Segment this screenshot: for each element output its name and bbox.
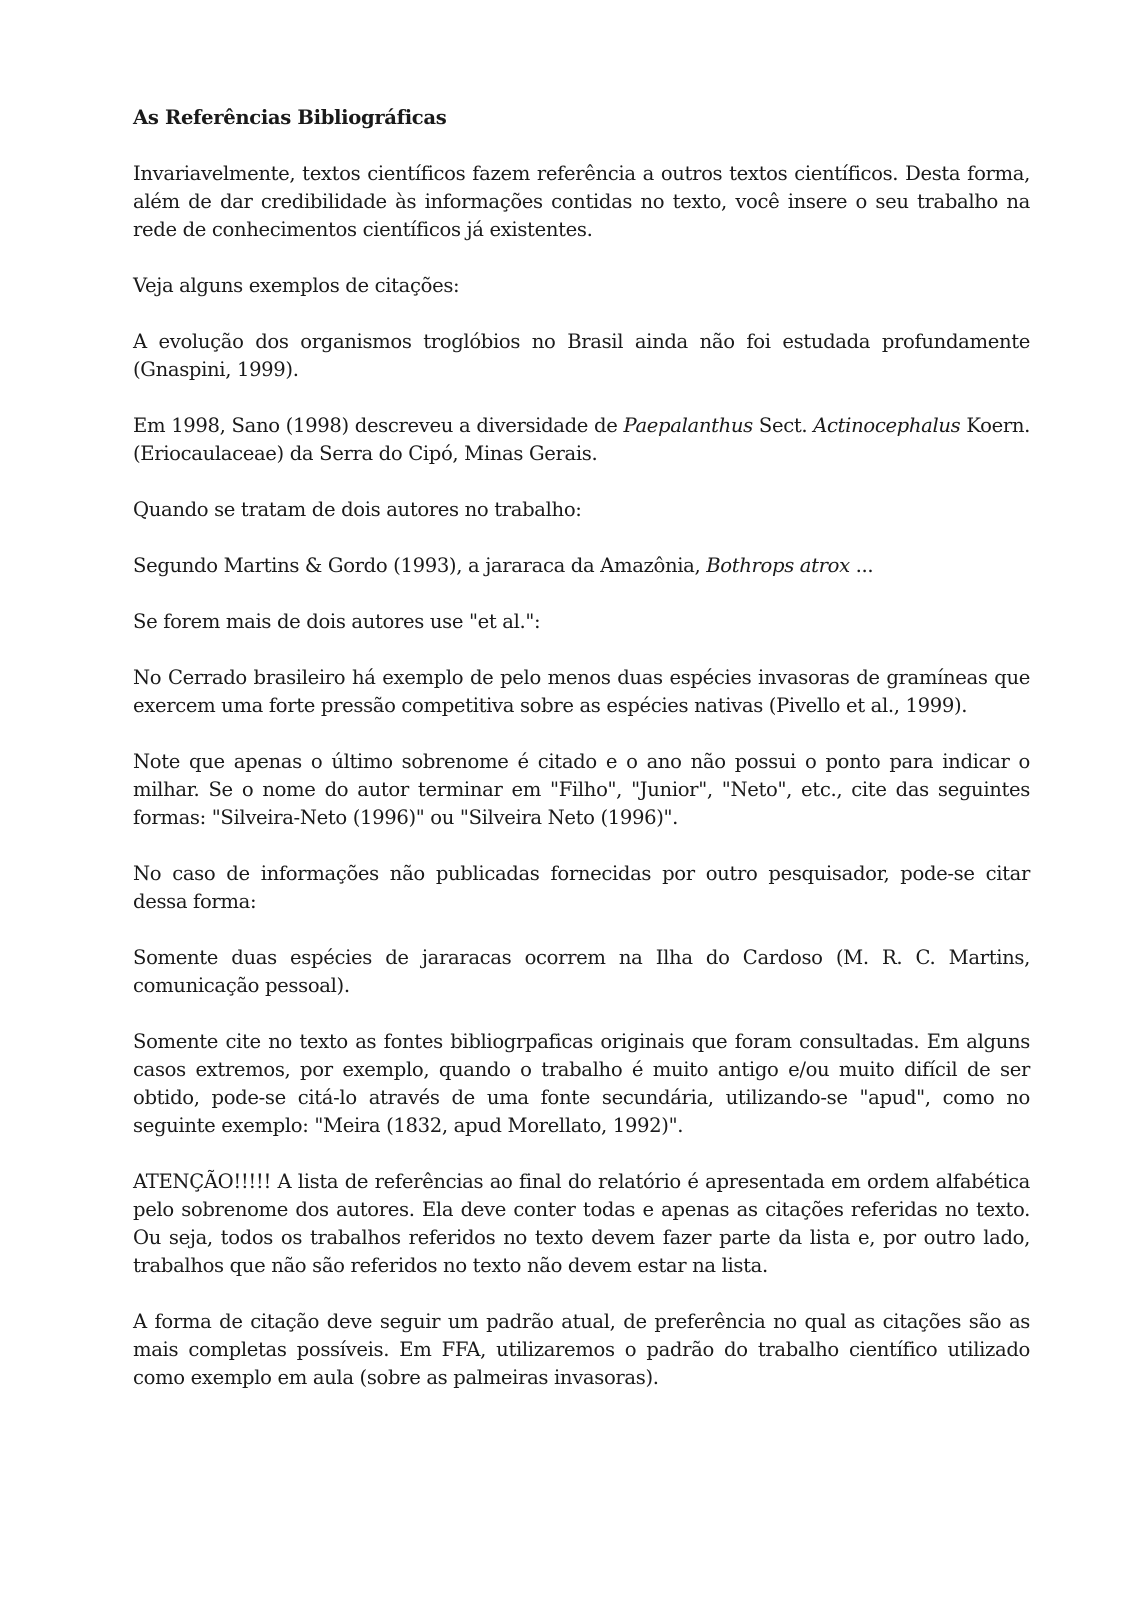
- paragraph-apud-note: Somente cite no texto as fontes bibliogrpaficas originais que foram consultadas. Em alguns casos extremos, por exemplo, quando o trabalho é muito antigo e/ou muito difícil de ser obtido, pode-se citá-lo através de uma fonte secundária, utilizando-se "apud", como no seguinte exemplo: "Meira (1832, apud Morellato, 1992)".: [133, 1030, 1030, 1137]
- species-name: Bothrops atrox: [706, 554, 850, 577]
- text-segment: ...: [849, 554, 874, 577]
- document-title: As Referências Bibliográficas: [133, 106, 447, 129]
- paragraph-surname-note: Note que apenas o último sobrenome é citado e o ano não possui o ponto para indicar o milhar. Se o nome do autor terminar em "Filho", "Junior", "Neto", etc., cite das seguintes formas: "Silveira-Neto (1996)" ou "Silveira Neto (1996)".: [133, 750, 1030, 829]
- paragraph-examples-lead: Veja alguns exemplos de citações:: [133, 274, 460, 297]
- paragraph-example-single-author: A evolução dos organismos troglóbios no Brasil ainda não foi estudada profundamente (Gnaspini, 1999).: [133, 330, 1030, 381]
- paragraph-citation-format: A forma de citação deve seguir um padrão atual, de preferência no qual as citações são as mais completas possíveis. Em FFA, utilizaremos o padrão do trabalho científico utilizado como exemplo em aula (sobre as palmeiras invasoras).: [133, 1310, 1030, 1389]
- paragraph-two-authors-lead: Quando se tratam de dois autores no trabalho:: [133, 498, 582, 521]
- text-segment: Segundo Martins & Gordo (1993), a jararaca da Amazônia,: [133, 554, 707, 577]
- paragraph-unpublished-lead: No caso de informações não publicadas fornecidas por outro pesquisador, pode-se citar dessa forma:: [133, 862, 1030, 913]
- species-name: Paepalanthus: [623, 414, 753, 437]
- text-segment: Em 1998, Sano (1998) descreveu a diversidade de: [133, 414, 624, 437]
- paragraph-attention: ATENÇÃO!!!!! A lista de referências ao final do relatório é apresentada em ordem alfabética pelo sobrenome dos autores. Ela deve conter todas e apenas as citações referidas no texto. Ou seja, todos os trabalhos referidos no texto devem fazer parte da lista e, por outro lado, trabalhos que não são referidos no texto não devem estar na lista.: [133, 1170, 1030, 1277]
- paragraph-et-al-lead: Se forem mais de dois autores use "et al.":: [133, 610, 541, 633]
- paragraph-intro: Invariavelmente, textos científicos fazem referência a outros textos científicos. Desta forma, além de dar credibilidade às informações contidas no texto, você insere o seu trabalho na rede de conhecimentos científicos já existentes.: [133, 162, 1030, 241]
- paragraph-example-two-authors: [133, 552, 1030, 580]
- paragraph-example-personal-communication: Somente duas espécies de jararacas ocorrem na Ilha do Cardoso (M. R. C. Martins, comunicação pessoal).: [133, 946, 1030, 997]
- species-name: Actinocephalus: [813, 414, 961, 437]
- paragraph-example-sano: [133, 412, 1030, 468]
- document-page: [133, 104, 1030, 1420]
- text-segment: Sect.: [752, 414, 814, 437]
- text-segment: Koern. (Eriocaulaceae) da Serra do Cipó, Minas Gerais.: [133, 414, 1031, 465]
- paragraph-example-et-al: No Cerrado brasileiro há exemplo de pelo menos duas espécies invasoras de gramíneas que exercem uma forte pressão competitiva sobre as espécies nativas (Pivello et al., 1999).: [133, 666, 1030, 717]
